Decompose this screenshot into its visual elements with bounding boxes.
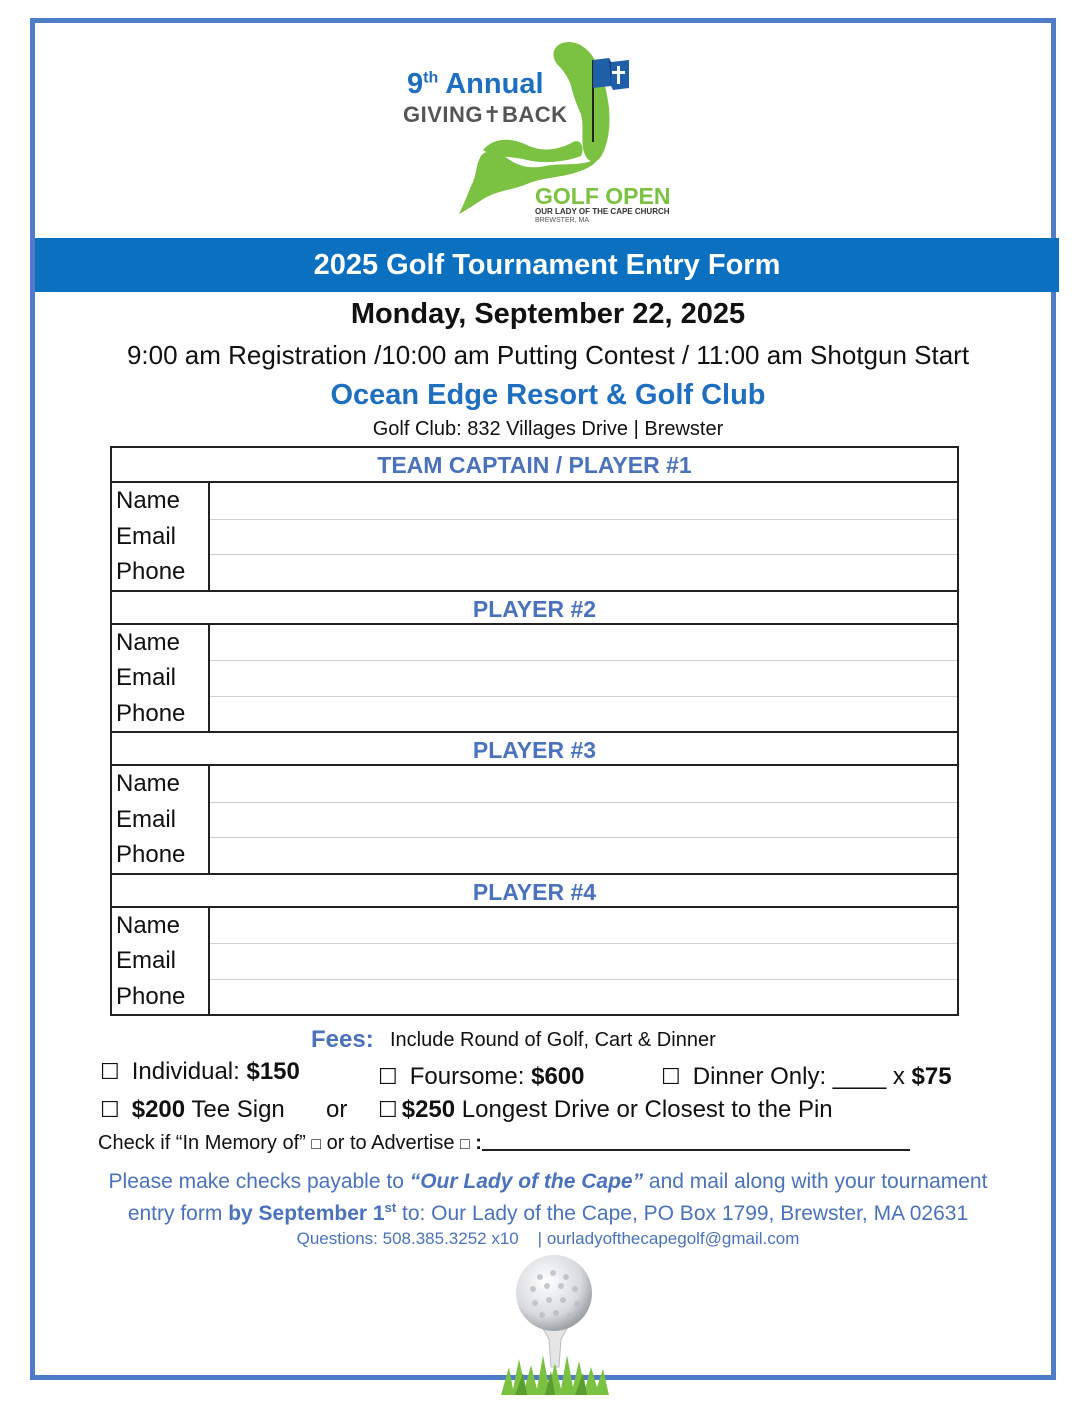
- payment-line-1: [0, 1170, 1088, 1194]
- fees-note: Include Round of Golf, Cart & Dinner: [390, 1029, 716, 1051]
- field-row-email: [112, 519, 957, 555]
- option-dinner-only[interactable]: [661, 1063, 952, 1091]
- checkbox-icon[interactable]: ☐: [378, 1064, 398, 1089]
- option-label: Longest Drive or Closest to the Pin: [461, 1096, 833, 1123]
- field-row-name: [112, 766, 957, 802]
- field-label: Email: [112, 660, 210, 696]
- players-table: [110, 446, 959, 1016]
- checkbox-icon[interactable]: ☐: [100, 1097, 120, 1122]
- field-row-name: [112, 625, 957, 661]
- field-label: Email: [112, 802, 210, 838]
- player-header: PLAYER #3: [112, 731, 957, 766]
- field-label: Phone: [112, 837, 210, 873]
- option-label: Tee Sign: [191, 1096, 285, 1123]
- player-block-4: [112, 873, 957, 1015]
- player2-name-field[interactable]: [210, 625, 957, 661]
- field-row-phone: [112, 554, 957, 590]
- checkbox-icon[interactable]: ☐: [100, 1059, 120, 1084]
- logo-annual: 9th Annual: [407, 68, 544, 100]
- memory-advertise-input[interactable]: [482, 1149, 910, 1151]
- payment-deadline: by September 1: [228, 1202, 385, 1225]
- option-label: Individual:: [131, 1058, 240, 1085]
- player4-name-field[interactable]: [210, 908, 957, 944]
- golf-ball-on-tee-icon: [495, 1255, 615, 1395]
- payment-text: entry form: [127, 1202, 229, 1225]
- contact-line: [0, 1229, 1088, 1249]
- field-label: Name: [112, 766, 210, 802]
- checkbox-icon[interactable]: ☐: [378, 1097, 398, 1122]
- option-longest-drive[interactable]: [378, 1096, 833, 1124]
- memory-checkbox-icon[interactable]: □: [311, 1136, 322, 1153]
- player-header: PLAYER #4: [112, 873, 957, 908]
- player-header: PLAYER #2: [112, 590, 957, 625]
- player1-email-field[interactable]: [210, 519, 957, 555]
- option-label: Foursome:: [409, 1063, 525, 1090]
- field-label: Phone: [112, 696, 210, 732]
- logo-church-name: OUR LADY OF THE CAPE CHURCH: [535, 207, 670, 216]
- memory-label: Check if “In Memory of”: [98, 1132, 306, 1154]
- option-price: $250: [401, 1096, 456, 1123]
- event-date: Monday, September 22, 2025: [350, 298, 746, 330]
- event-venue: Ocean Edge Resort & Golf Club: [330, 379, 766, 411]
- field-row-phone: [112, 837, 957, 873]
- option-price: $600: [531, 1063, 585, 1090]
- player-block-2: [112, 590, 957, 732]
- questions-phone: Questions: 508.385.3252 x10: [296, 1229, 519, 1248]
- player4-phone-field[interactable]: [210, 979, 957, 1015]
- player1-name-field[interactable]: [210, 483, 957, 519]
- payee-name: “Our Lady of the Cape”: [409, 1170, 644, 1193]
- memory-advertise-line: Check if “In Memory of” □ or to Advertise □ :: [98, 1132, 910, 1155]
- player3-phone-field[interactable]: [210, 837, 957, 873]
- player-block-1: [112, 448, 957, 590]
- player3-email-field[interactable]: [210, 802, 957, 838]
- player-header: TEAM CAPTAIN / PLAYER #1: [112, 448, 957, 483]
- checkbox-icon[interactable]: ☐: [661, 1064, 681, 1089]
- option-price: $150: [246, 1058, 300, 1085]
- player1-phone-field[interactable]: [210, 554, 957, 590]
- player3-name-field[interactable]: [210, 766, 957, 802]
- field-row-email: [112, 802, 957, 838]
- field-row-phone: [112, 696, 957, 732]
- option-or: or: [326, 1096, 348, 1123]
- field-row-email: [112, 660, 957, 696]
- field-label: Email: [112, 943, 210, 979]
- option-label: Dinner Only: ____ x: [692, 1063, 905, 1090]
- field-row-name: [112, 483, 957, 519]
- field-label: Name: [112, 483, 210, 519]
- logo-golf-open: GOLF OPEN: [535, 183, 671, 209]
- option-tee-sign[interactable]: [100, 1096, 285, 1124]
- field-row-email: [112, 943, 957, 979]
- event-logo: [395, 38, 695, 230]
- player2-email-field[interactable]: [210, 660, 957, 696]
- field-label: Name: [112, 908, 210, 944]
- deadline-suffix: st: [384, 1200, 397, 1215]
- event-schedule: 9:00 am Registration /10:00 am Putting Contest / 11:00 am Shotgun Start: [126, 340, 970, 370]
- option-individual[interactable]: [100, 1058, 300, 1086]
- field-row-name: [112, 908, 957, 944]
- form-title-banner: 2025 Golf Tournament Entry Form: [35, 238, 1059, 292]
- payment-line-2: [0, 1200, 1088, 1226]
- contact-email[interactable]: ourladyofthecapegolf@gmail.com: [546, 1229, 800, 1248]
- field-label: Phone: [112, 554, 210, 590]
- fees-title: Fees:: [311, 1026, 374, 1053]
- separator: |: [537, 1229, 543, 1248]
- player2-phone-field[interactable]: [210, 696, 957, 732]
- advertise-checkbox-icon[interactable]: □: [460, 1136, 470, 1153]
- option-price: $200: [131, 1096, 186, 1123]
- field-row-phone: [112, 979, 957, 1015]
- payment-text: and mail along with your tournament: [643, 1170, 988, 1193]
- flag-with-cross-icon: [593, 58, 633, 94]
- field-label: Phone: [112, 979, 210, 1015]
- field-label: Email: [112, 519, 210, 555]
- option-price: $75: [911, 1063, 952, 1090]
- payment-text: Please make checks payable to: [108, 1170, 410, 1193]
- mailing-address: to: Our Lady of the Cape, PO Box 1799, Brewster, MA 02631: [396, 1202, 969, 1225]
- logo-town: BREWSTER, MA: [535, 217, 590, 224]
- venue-address: Golf Club: 832 Villages Drive | Brewster: [372, 418, 724, 440]
- player4-email-field[interactable]: [210, 943, 957, 979]
- option-foursome[interactable]: [378, 1063, 585, 1091]
- logo-giving-back: GIVING✝BACK: [403, 102, 568, 127]
- player-block-3: [112, 731, 957, 873]
- advertise-label: or to Advertise: [326, 1132, 455, 1154]
- field-label: Name: [112, 625, 210, 661]
